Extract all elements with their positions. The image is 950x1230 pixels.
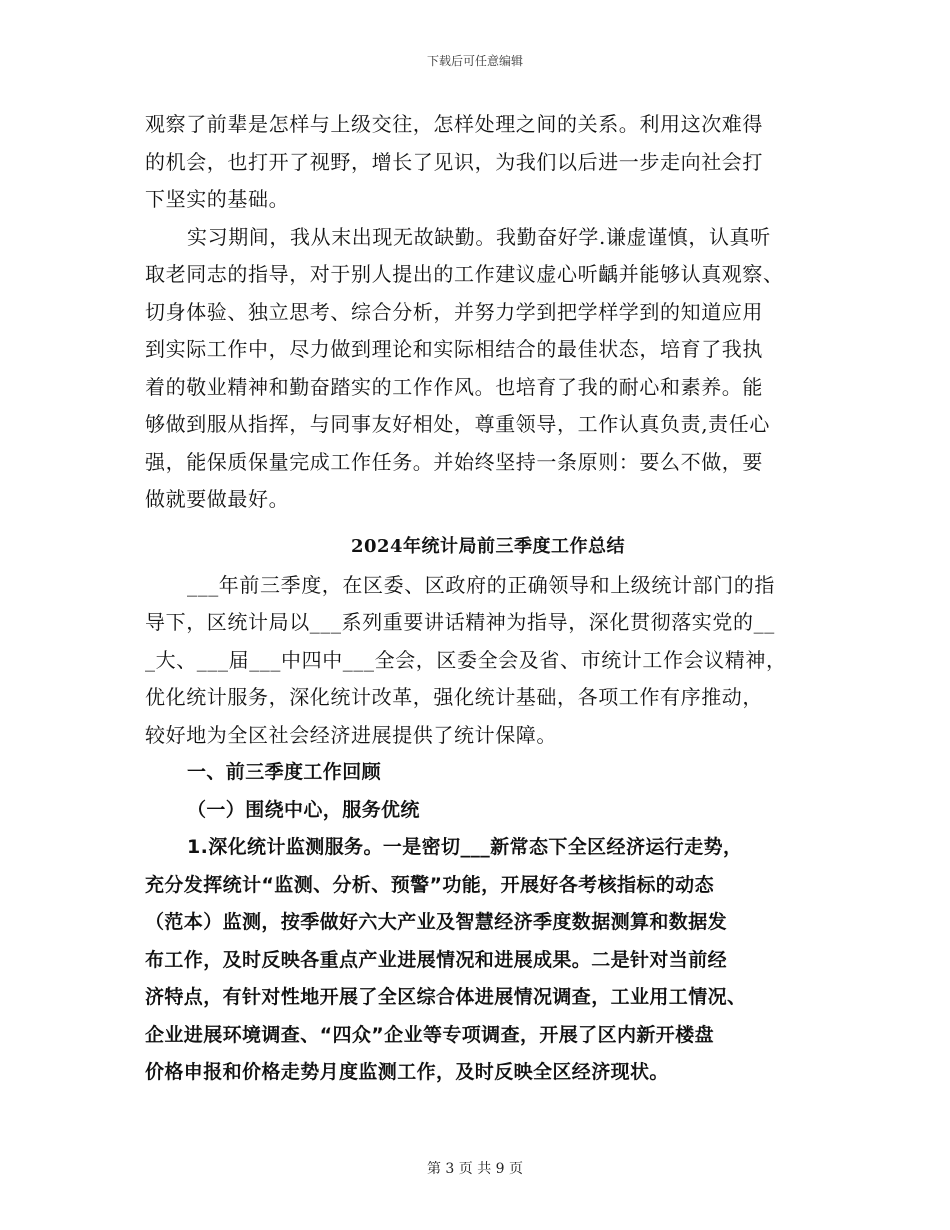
text-line: 的机会，也打开了视野，增长了见识，为我们以后进一步走向社会打 [145, 149, 763, 174]
text-line: 导下，区统计局以___系列重要讲话精神为指导，深化贯彻落实党的__ [145, 610, 775, 634]
text-line: 够做到服从指挥，与同事友好相处，尊重领导，工作认真负责,责任心 [145, 412, 770, 436]
document-title: 2024年统计局前三季度工作总结 [350, 535, 626, 557]
text-line: 观察了前辈是怎样与上级交往，怎样处理之间的关系。利用这次难得 [145, 112, 763, 136]
text-line: 强，能保质保量完成工作任务。并始终坚持一条原则：要么不做，要 [145, 449, 763, 474]
page-indicator: 第 3 页 共 9 页 [426, 1161, 524, 1177]
text-line: 企业进展环境调查、“四众”企业等专项调查，开展了区内新开楼盘 [145, 1023, 714, 1046]
text-line: 切身体验、独立思考、综合分析，并努力学到把学样学到的知道应用 [145, 299, 763, 324]
text-line: 做就要做最好。 [145, 487, 290, 511]
text-line: 布工作，及时反映各重点产业进展情况和进展成果。二是针对当前经 [145, 948, 728, 971]
text-line: ___年前三季度，在区委、区政府的正确领导和上级统计部门的指 [187, 572, 775, 597]
text-line: 充分发挥统计“监测、分析、预警”功能，开展好各考核指标的动态 [145, 873, 714, 896]
text-line: 1.深化统计监测服务。一是密切___新常态下全区经济运行走势， [187, 836, 743, 858]
subsection-heading: （一）围绕中心，服务优统 [187, 798, 420, 821]
section-heading: 一、前三季度工作回顾 [187, 761, 382, 783]
text-line: （范本）监测，按季做好六大产业及智慧经济季度数据测算和数据发 [145, 911, 728, 933]
summary-paragraph [143, 567, 833, 755]
intro-paragraph-tail [143, 106, 833, 219]
bold-paragraph [143, 829, 833, 1092]
text-line: 实习期间，我从末出现无故缺勤。我勤奋好学.谦虚谨慎，认真听 [187, 224, 771, 249]
text-line: 较好地为全区社会经济进展提供了统计保障。 [145, 722, 557, 747]
page-body [143, 106, 833, 1092]
text-line: _大、___届___中四中___全会，区委全会及省、市统计工作会议精神， [145, 647, 787, 672]
text-line: 着的敬业精神和勤奋踏实的工作作风。也培育了我的耐心和素养。能 [145, 374, 763, 399]
header-note: 下载后可任意编辑 [426, 54, 523, 68]
text-line: 济特点，有针对性地开展了全区综合体进展情况调查，工业用工情况、 [145, 986, 747, 1008]
text-line: 取老同志的指导，对于别人提出的工作建议虚心听齲并能够认真观察、 [145, 262, 784, 286]
text-line: 价格申报和价格走势月度监测工作，及时反映全区经济现状。 [145, 1061, 669, 1083]
internship-paragraph [143, 219, 833, 519]
text-line: 优化统计服务，深化统计改革，强化统计基础，各项工作有序推动， [145, 685, 763, 709]
text-line: 下坚实的基础。 [145, 187, 290, 211]
text-line: 到实际工作中，尽力做到理论和实际相结合的最佳状态，培育了我执 [145, 337, 763, 361]
